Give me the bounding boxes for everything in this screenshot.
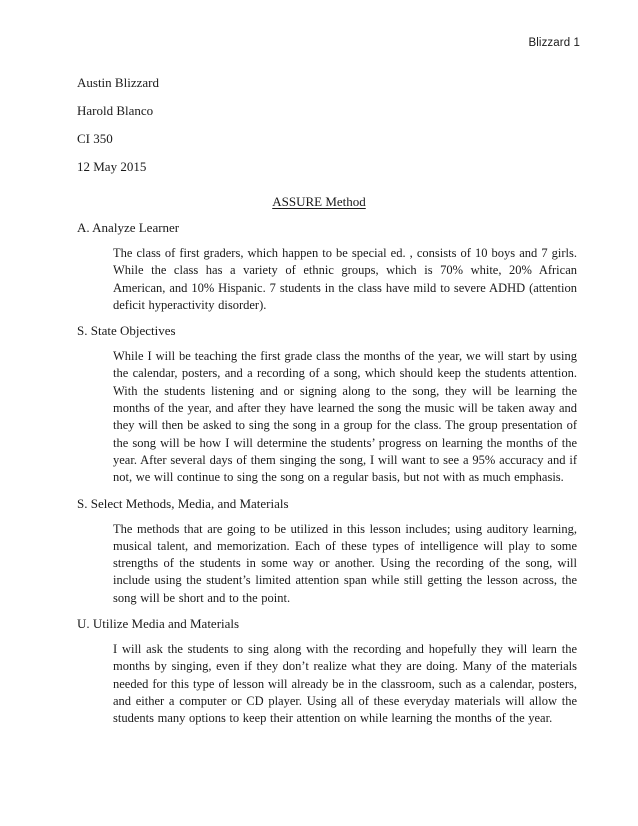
running-head: Blizzard 1 (528, 37, 580, 49)
section-heading: S. Select Methods, Media, and Materials (77, 495, 289, 511)
student-name: Austin Blizzard (77, 75, 159, 90)
section-heading: A. Analyze Learner (77, 220, 180, 235)
section-heading: U. Utilize Media and Materials (77, 616, 240, 632)
section-state-objectives (77, 323, 577, 486)
section-body: While I will be teaching the first grade class the months of the year, we will start by using the calendar, posters, and a recording of a song, which should keep the students attention. With the students listening and or signing along to the song, they will be learning the months of the year, and after they have learned the song the music will be taken away and they will then be asked to sing the song in a group for the class. The group presentation of the song will be how I will determine the students’ progress on learning the months of the year. After several days of them singing the song, I will want to see a 95% accuracy and if not, we will continue to sing the song on a regular basis, but not with as much emphasis. (113, 349, 577, 485)
header-block (77, 76, 159, 188)
section-heading: S. State Objectives (77, 323, 176, 339)
section-utilize-media (77, 616, 577, 727)
section-body: The class of first graders, which happen to be special ed. , consists of 10 boys and 7 girls. While the class has a variety of ethnic groups, which is 70% white, 20% African American, and 10% Hispanic. 7 students in the class have mild to severe ADHD (attention deficit hyperactivity disorder). (113, 246, 577, 312)
document-title: ASSURE Method (272, 194, 366, 209)
section-analyze-learner (77, 220, 577, 314)
section-body: I will ask the students to sing along with the recording and hopefully they will learn the months by singing, even if they don’t realize what they are doing. Many of the materials needed for this type of lesson will already be in the classroom, such as a calendar, posters, and either a computer or CD player. Using all of these everyday materials will allow the students many options to keep their attention on while learning the months of the year. (113, 642, 577, 726)
instructor-name: Harold Blanco (77, 103, 154, 118)
section-select-methods (77, 496, 577, 607)
course-name: CI 350 (77, 131, 113, 146)
section-body: The methods that are going to be utilized in this lesson includes; using auditory learning, musical talent, and memorization. Each of these types of intelligence will play to some strengths of the students in some way or another. Using the recording of the song, will include using the student’s limited attention span while still getting the lesson across, the song will be short and to the point. (113, 521, 577, 605)
date: 12 May 2015 (77, 159, 147, 174)
sections (77, 220, 577, 737)
